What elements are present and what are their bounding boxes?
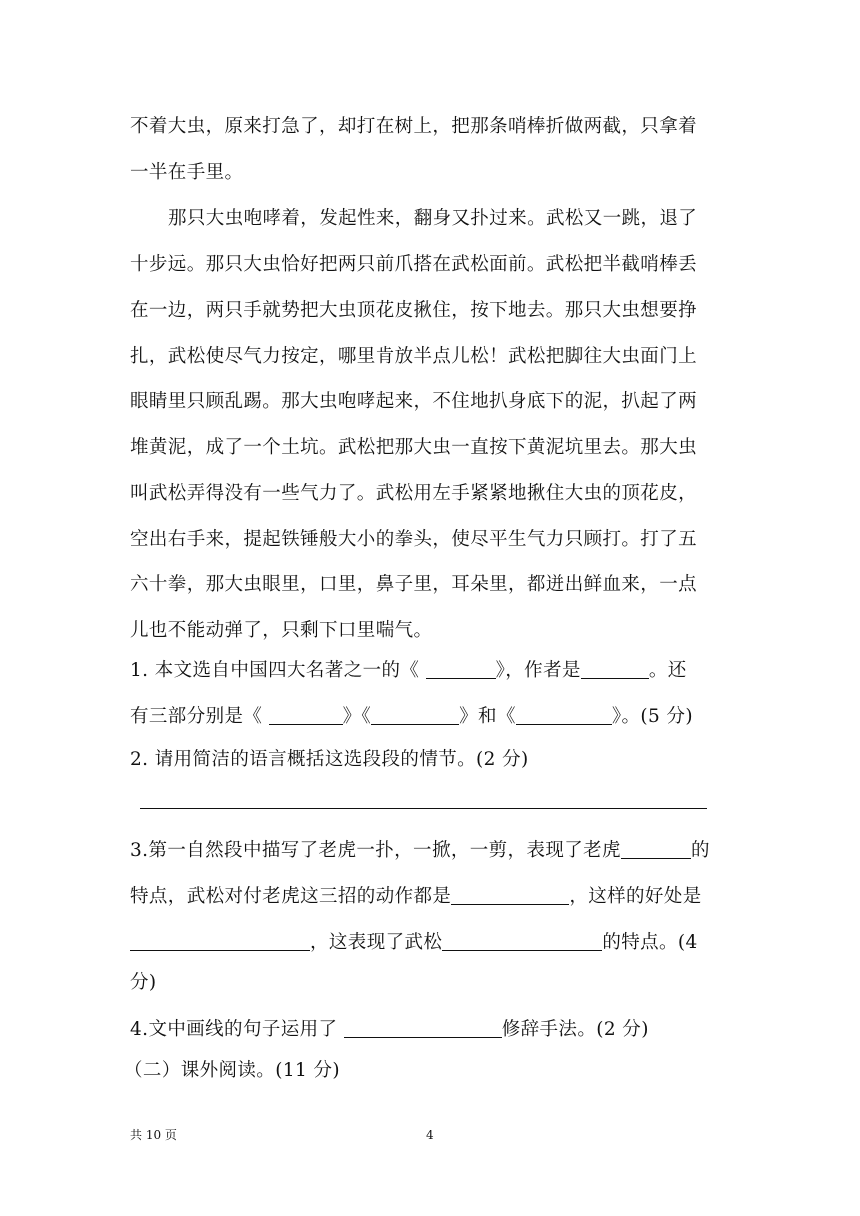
answer-blank[interactable]: [621, 840, 691, 859]
answer-blank[interactable]: [581, 660, 649, 679]
section-heading: （二）课外阅读。(11 分): [124, 1060, 340, 1081]
answer-blank[interactable]: [130, 932, 310, 951]
passage-line: 一半在手里。: [130, 162, 244, 183]
passage-line: 那只大虫咆哮着，发起性来，翻身又扑过来。武松又一跳，退了: [168, 208, 698, 229]
passage-line: 空出右手来，提起铁锤般大小的拳头，使尽平生气力只顾打。打了五: [130, 529, 698, 550]
passage-line: 不着大虫，原来打急了，却打在树上，把那条哨棒折做两截，只拿着: [130, 116, 698, 137]
passage-line: 在一边，两只手就势把大虫顶花皮揪住，按下地去。那只大虫想要挣: [130, 300, 698, 321]
answer-blank[interactable]: [516, 706, 612, 725]
question-text: 的: [690, 840, 710, 861]
question-text: 有三部分别是《: [130, 706, 269, 727]
question-line: 分): [130, 972, 157, 993]
question-text: 》。(5 分): [611, 706, 693, 727]
answer-blank[interactable]: [269, 706, 343, 725]
question-text: 的特点。(4: [602, 932, 698, 953]
passage-line: 眼睛里只顾乱踢。那大虫咆哮起来，不住地扒身底下的泥，扒起了两: [130, 391, 698, 412]
question-line: [130, 706, 693, 727]
question-line: [130, 886, 702, 907]
passage-line: 十步远。那只大虫恰好把两只前爪搭在武松面前。武松把半截哨棒丢: [130, 254, 698, 275]
passage-line: 堆黄泥，成了一个土坑。武松把那大虫一直按下黄泥坑里去。那大虫: [130, 437, 698, 458]
question-text: 特点，武松对付老虎这三招的动作都是: [130, 886, 452, 907]
question-text: 3.第一自然段中描写了老虎一扑，一掀，一剪，表现了老虎: [130, 840, 621, 861]
question-4: [130, 1019, 649, 1040]
passage-line: 叫武松弄得没有一些气力了。武松用左手紧紧地揪住大虫的顶花皮，: [130, 483, 698, 504]
footer-total-pages: 共 10 页: [130, 1128, 177, 1142]
question-text: 》，作者是: [495, 660, 581, 681]
passage-line: 儿也不能动弹了，只剩下口里喘气。: [130, 620, 433, 641]
question-line: [130, 660, 687, 681]
question-line: [130, 932, 698, 953]
question-text: 4.文中画线的句子运用了: [130, 1019, 344, 1040]
passage-line: 扎，武松使尽气力按定，哪里肯放半点儿松！武松把脚往大虫面门上: [130, 346, 698, 367]
answer-blank[interactable]: [442, 932, 602, 951]
question-text: 1. 本文选自中国四大名著之一的《: [130, 660, 426, 681]
answer-blank[interactable]: [426, 660, 496, 679]
question-text: 》《: [342, 706, 372, 727]
question-text: 。还: [648, 660, 687, 681]
answer-blank[interactable]: [451, 886, 569, 905]
answer-blank[interactable]: [344, 1019, 502, 1038]
footer-page-number: 4: [426, 1128, 434, 1142]
question-text: 》和《: [459, 706, 516, 727]
question-text: ，这样的好处是: [569, 886, 702, 907]
question-text: ，这表现了武松: [310, 932, 443, 953]
question-text: 修辞手法。(2 分): [501, 1019, 649, 1040]
question-line: [130, 840, 710, 861]
answer-line[interactable]: [140, 808, 707, 809]
question-2: 2. 请用简洁的语言概括这选段段的情节。(2 分): [130, 749, 529, 770]
passage-line: 六十拳，那大虫眼里，口里，鼻子里，耳朵里，都迸出鲜血来，一点: [130, 574, 698, 595]
answer-blank[interactable]: [371, 706, 459, 725]
